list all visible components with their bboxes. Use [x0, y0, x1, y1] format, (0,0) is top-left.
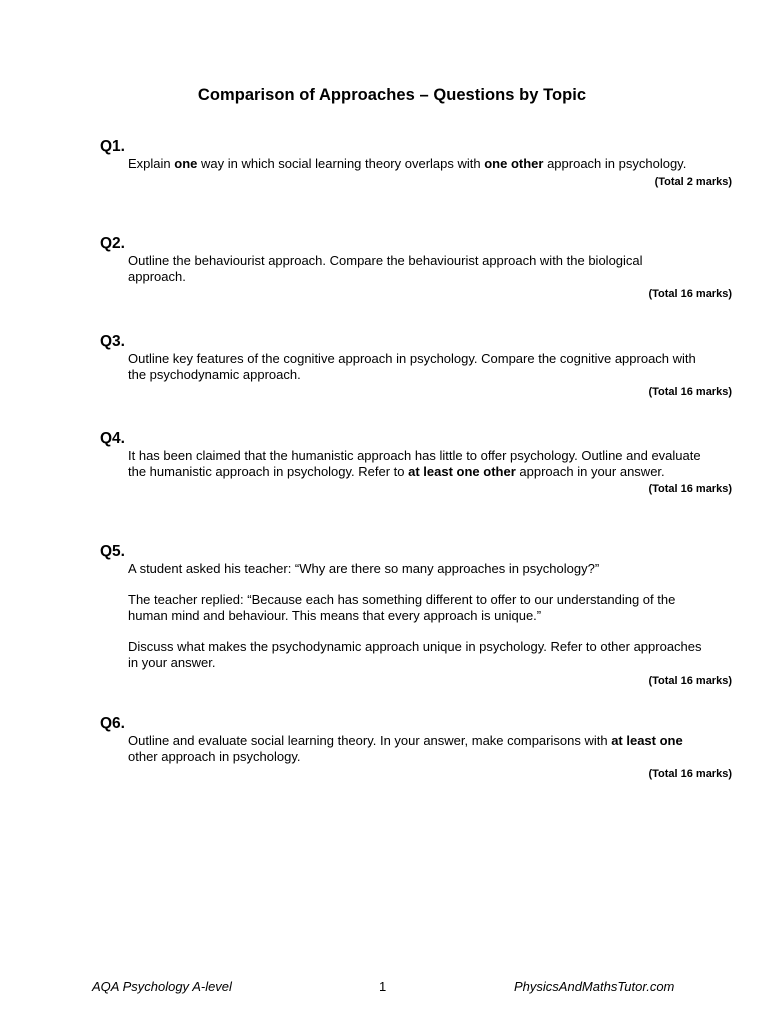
question-number: Q1. [100, 138, 125, 155]
question-text [128, 351, 703, 382]
question-5 [100, 542, 732, 688]
emphasis-text: one [174, 156, 198, 171]
question-paragraph [128, 156, 703, 172]
question-paragraph [128, 448, 703, 479]
question-marks: (Total 16 marks) [648, 674, 732, 687]
question-number: Q5. [100, 543, 125, 560]
body-text: Explain [128, 156, 175, 171]
question-2 [100, 234, 732, 301]
body-text: The teacher replied: “Because each has something different to offer to our understanding of the human mind and behaviour. This means that every approach is unique.” [128, 592, 676, 623]
question-marks: (Total 16 marks) [648, 483, 732, 496]
question-paragraph [128, 561, 703, 577]
question-paragraph [128, 592, 703, 623]
question-number: Q6. [100, 715, 125, 732]
footer-course: AQA Psychology A-level [92, 979, 232, 994]
body-text: Outline key features of the cognitive approach in psychology. Compare the cognitive approach with the psychodynamic approach. [128, 351, 696, 382]
question-marks: (Total 16 marks) [648, 386, 732, 399]
question-4 [100, 429, 732, 496]
question-paragraph [128, 733, 703, 764]
question-marks: (Total 16 marks) [648, 768, 732, 781]
question-number: Q3. [100, 333, 125, 350]
question-paragraph [128, 351, 703, 382]
footer-website: PhysicsAndMathsTutor.com [514, 979, 675, 994]
question-text [128, 253, 703, 284]
body-text: way in which social learning theory overlaps with [197, 156, 485, 171]
question-3 [100, 332, 732, 399]
question-text [128, 448, 703, 479]
question-number: Q4. [100, 430, 125, 447]
question-marks: (Total 2 marks) [654, 175, 732, 188]
question-paragraph [128, 253, 703, 284]
question-1 [100, 137, 732, 189]
question-marks: (Total 16 marks) [648, 288, 732, 301]
emphasis-text: at least one [611, 733, 683, 748]
question-text [128, 733, 703, 764]
question-text [128, 561, 703, 671]
body-text: A student asked his teacher: “Why are there so many approaches in psychology?” [128, 561, 600, 576]
question-text [128, 156, 703, 172]
footer-page-number: 1 [379, 979, 387, 994]
body-text: Discuss what makes the psychodynamic approach unique in psychology. Refer to other approaches in your answer. [128, 639, 702, 670]
question-6 [100, 714, 732, 781]
question-paragraph [128, 639, 703, 670]
emphasis-text: one other [484, 156, 544, 171]
body-text: It has been claimed that the humanistic approach has little to offer psychology. Outline and evaluate the humanistic approach in psychology. Refer to [128, 448, 701, 479]
body-text: other approach in psychology. [128, 748, 301, 764]
page-title: Comparison of Approaches – Questions by Topic [197, 86, 587, 104]
body-text: Outline and evaluate social learning theory. In your answer, make comparisons with [128, 733, 612, 748]
question-number: Q2. [100, 235, 125, 252]
body-text: Outline the behaviourist approach. Compare the behaviourist approach with the biological approach. [128, 253, 643, 284]
body-text: approach in psychology. [543, 156, 687, 171]
body-text: approach in your answer. [515, 463, 665, 479]
emphasis-text: at least one other [408, 463, 516, 479]
